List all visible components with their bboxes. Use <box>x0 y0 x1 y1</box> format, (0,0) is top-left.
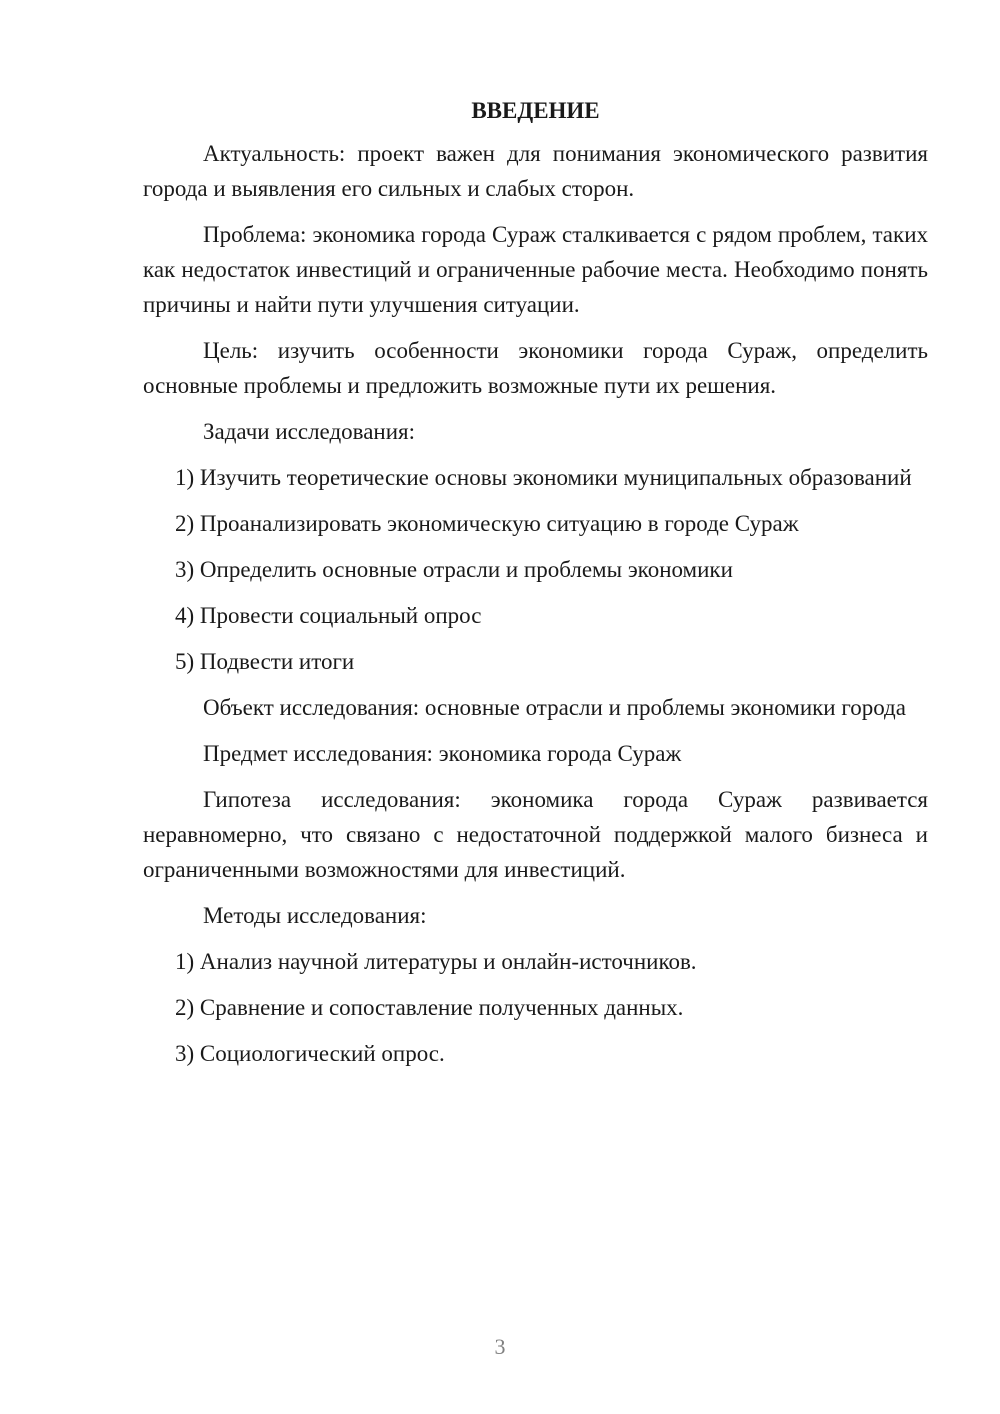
methods-heading: Методы исследования: <box>203 903 427 928</box>
hypothesis-paragraph: Гипотеза исследования: экономика города Сураж развивается неравномерно, что связано с недостаточной поддержкой малого бизнеса и ограниченными возможностями для инвестиций. <box>143 787 928 882</box>
subject-paragraph: Предмет исследования: экономика города Сураж <box>203 741 682 766</box>
method-item-3: 3) Социологический опрос. <box>175 1041 445 1066</box>
document-page <box>143 96 928 1082</box>
page-title: ВВЕДЕНИЕ <box>471 98 600 123</box>
method-item-1: 1) Анализ научной литературы и онлайн-источников. <box>175 949 697 974</box>
task-item-5: 5) Подвести итоги <box>175 649 355 674</box>
page-number: 3 <box>494 1334 506 1359</box>
task-item-2: 2) Проанализировать экономическую ситуацию в городе Сураж <box>175 511 799 536</box>
task-item-1: 1) Изучить теоретические основы экономики муниципальных образований <box>175 465 912 490</box>
relevance-paragraph: Актуальность: проект важен для понимания экономического развития города и выявления его сильных и слабых сторон. <box>143 141 928 201</box>
problem-paragraph: Проблема: экономика города Сураж сталкивается с рядом проблем, таких как недостаток инвестиций и ограниченные рабочие места. Необходимо понять причины и найти пути улучшения ситуации. <box>143 222 928 317</box>
object-paragraph: Объект исследования: основные отрасли и проблемы экономики города <box>203 695 906 720</box>
goal-paragraph: Цель: изучить особенности экономики города Сураж, определить основные проблемы и предложить возможные пути их решения. <box>143 338 928 398</box>
task-item-4: 4) Провести социальный опрос <box>175 603 482 628</box>
method-item-2: 2) Сравнение и сопоставление полученных данных. <box>175 995 684 1020</box>
task-item-3: 3) Определить основные отрасли и проблемы экономики <box>175 557 733 582</box>
tasks-heading: Задачи исследования: <box>203 419 416 444</box>
